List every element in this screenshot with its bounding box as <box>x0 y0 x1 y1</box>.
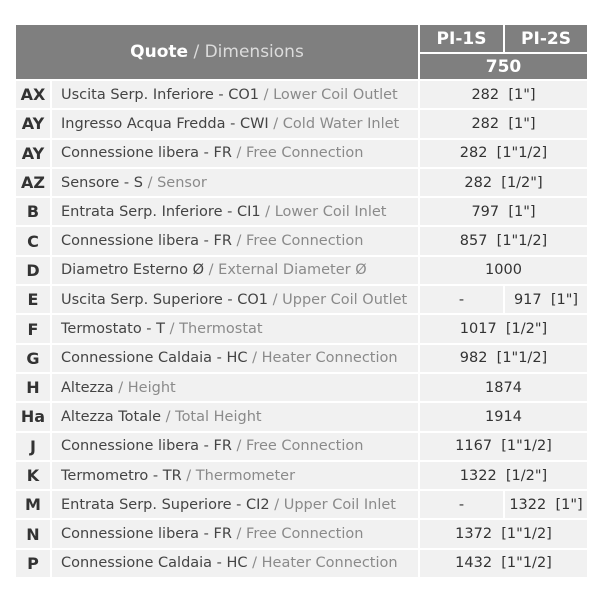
row-value: 1322 [1/2"] <box>420 462 587 489</box>
description-it: Termostato - T <box>61 321 166 338</box>
description-en: Thermometer <box>195 467 296 484</box>
row-value: 982 [1"1/2] <box>420 345 587 372</box>
row-value: 857 [1"1/2] <box>420 227 587 254</box>
table-row <box>16 286 587 313</box>
description-en: Free Connection <box>246 438 364 455</box>
description-separator: / <box>181 467 196 484</box>
description-it: Connessione Caldaia - HC <box>61 350 248 367</box>
value-pi-2s: 1322 [1"] <box>505 491 587 518</box>
description-it: Connessione libera - FR <box>61 145 232 162</box>
description-separator: / <box>259 86 274 103</box>
description-it: Diametro Esterno Ø <box>61 262 205 279</box>
description-en: Free Connection <box>246 145 364 162</box>
row-value: 1017 [1/2"] <box>420 315 587 342</box>
description-en: Lower Coil Inlet <box>274 203 387 220</box>
description-it: Termometro - TR <box>61 467 182 484</box>
row-value <box>420 286 587 313</box>
row-description <box>52 462 418 489</box>
description-separator: / <box>113 379 128 396</box>
description-it: Connessione libera - FR <box>61 233 232 250</box>
description-en: Upper Coil Outlet <box>282 291 408 308</box>
row-code: E <box>16 286 50 313</box>
description-en: Cold Water Inlet <box>282 115 400 132</box>
row-description <box>52 345 418 372</box>
row-code: P <box>16 550 50 577</box>
row-value: 1372 [1"1/2] <box>420 520 587 547</box>
description-it: Connessione libera - FR <box>61 438 232 455</box>
row-value: 282 [1"] <box>420 81 587 108</box>
table-row <box>16 491 587 518</box>
table-row <box>16 374 587 401</box>
table-row <box>16 550 587 577</box>
row-description <box>52 286 418 313</box>
description-separator: / <box>204 262 219 279</box>
description-separator: / <box>231 233 247 250</box>
dimensions-table <box>16 25 587 577</box>
row-code: Ha <box>16 403 50 430</box>
row-description <box>52 169 418 196</box>
row-value: 1432 [1"1/2] <box>420 550 587 577</box>
description-en: Upper Coil Inlet <box>283 496 396 513</box>
row-value: 282 [1"] <box>420 110 587 137</box>
description-it: Altezza <box>61 379 114 396</box>
description-en: Sensor <box>157 174 207 191</box>
description-en: Heater Connection <box>261 350 398 367</box>
row-description <box>52 110 418 137</box>
description-it: Ingresso Acqua Fredda - CWI <box>61 115 269 132</box>
row-description <box>52 315 418 342</box>
table-row <box>16 169 587 196</box>
row-code: K <box>16 462 50 489</box>
row-value: 797 [1"] <box>420 198 587 225</box>
description-it: Uscita Serp. Superiore - CO1 <box>61 291 269 308</box>
description-separator: / <box>165 321 180 338</box>
table-row <box>16 227 587 254</box>
description-en: External Diameter Ø <box>218 262 367 279</box>
row-description <box>52 140 418 167</box>
row-description <box>52 520 418 547</box>
header-title <box>16 25 418 79</box>
description-separator: / <box>260 203 275 220</box>
row-code: AZ <box>16 169 50 196</box>
table-row <box>16 520 587 547</box>
table-row <box>16 81 587 108</box>
description-en: Free Connection <box>246 233 364 250</box>
row-code: AY <box>16 140 50 167</box>
header-title-it: Quote <box>130 42 189 62</box>
model-pi-2s: PI-2S <box>505 25 587 52</box>
row-description <box>52 433 418 460</box>
value-pi-2s: 917 [1"] <box>505 286 587 313</box>
description-it: Connessione libera - FR <box>61 526 232 543</box>
row-value: 1874 <box>420 374 587 401</box>
description-separator: / <box>142 174 158 191</box>
row-description <box>52 374 418 401</box>
row-code: H <box>16 374 50 401</box>
row-description <box>52 198 418 225</box>
row-value: 282 [1"1/2] <box>420 140 587 167</box>
row-value: 1914 <box>420 403 587 430</box>
description-separator: / <box>247 555 262 572</box>
row-code: N <box>16 520 50 547</box>
header-title-en: Dimensions <box>204 42 304 62</box>
table-row <box>16 315 587 342</box>
description-separator: / <box>247 350 262 367</box>
row-code: B <box>16 198 50 225</box>
description-en: Thermostat <box>179 321 263 338</box>
table-row <box>16 462 587 489</box>
description-en: Lower Coil Outlet <box>273 86 398 103</box>
row-value: 1167 [1"1/2] <box>420 433 587 460</box>
row-code: AY <box>16 110 50 137</box>
table-body <box>16 81 587 577</box>
row-value: 1000 <box>420 257 587 284</box>
description-it: Altezza Totale <box>61 408 162 425</box>
table-header <box>16 25 587 79</box>
row-code: J <box>16 433 50 460</box>
model-pi-1s: PI-1S <box>420 25 503 52</box>
description-separator: / <box>231 526 247 543</box>
table-row <box>16 110 587 137</box>
description-separator: / <box>161 408 176 425</box>
description-separator: / <box>268 291 283 308</box>
description-it: Entrata Serp. Inferiore - CI1 <box>61 203 261 220</box>
value-pi-1s: - <box>420 491 503 518</box>
description-en: Height <box>127 379 176 396</box>
description-separator: / <box>268 115 283 132</box>
row-value: 282 [1/2"] <box>420 169 587 196</box>
size-750: 750 <box>420 54 587 79</box>
description-en: Heater Connection <box>261 555 398 572</box>
table-row <box>16 198 587 225</box>
value-pi-1s: - <box>420 286 503 313</box>
row-description <box>52 227 418 254</box>
table-row <box>16 403 587 430</box>
description-it: Entrata Serp. Superiore - CI2 <box>61 496 270 513</box>
description-separator: / <box>231 145 247 162</box>
row-code: AX <box>16 81 50 108</box>
description-separator: / <box>269 496 284 513</box>
row-code: G <box>16 345 50 372</box>
row-code: D <box>16 257 50 284</box>
row-description <box>52 81 418 108</box>
table-row <box>16 257 587 284</box>
row-code: F <box>16 315 50 342</box>
description-it: Sensore - S <box>61 174 143 191</box>
row-description <box>52 257 418 284</box>
row-value <box>420 491 587 518</box>
row-description <box>52 550 418 577</box>
description-en: Free Connection <box>246 526 364 543</box>
description-it: Connessione Caldaia - HC <box>61 555 248 572</box>
description-en: Total Height <box>175 408 262 425</box>
table-row <box>16 345 587 372</box>
table-row <box>16 433 587 460</box>
description-it: Uscita Serp. Inferiore - CO1 <box>61 86 259 103</box>
row-description <box>52 491 418 518</box>
description-separator: / <box>231 438 247 455</box>
row-code: C <box>16 227 50 254</box>
row-description <box>52 403 418 430</box>
table-row <box>16 140 587 167</box>
row-code: M <box>16 491 50 518</box>
header-separator: / <box>188 42 205 62</box>
